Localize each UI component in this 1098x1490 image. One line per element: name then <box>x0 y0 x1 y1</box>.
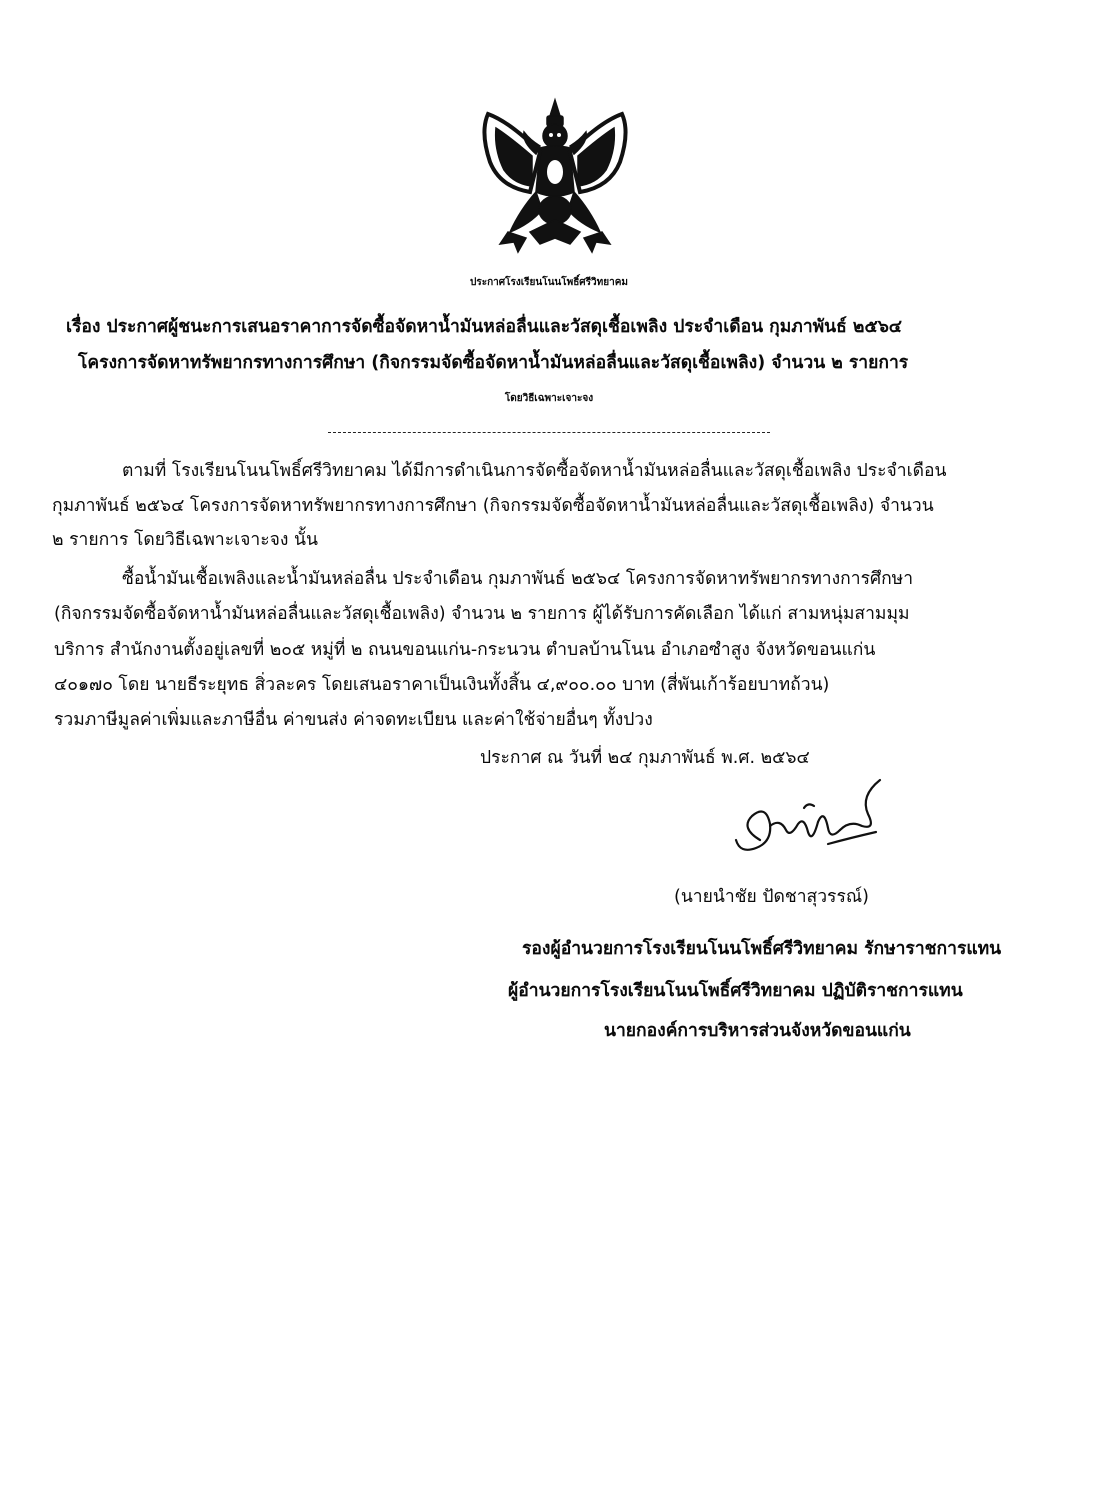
divider-line <box>328 432 770 433</box>
body-text-line: ซื้อน้ำมันเชื้อเพลิงและน้ำมันหล่อลื่น ประจำเดือน กุมภาพันธ์ ๒๕๖๔ โครงการจัดหาทรัพยากรทางการศึกษา <box>122 569 914 589</box>
body-text-line: ๒ รายการ โดยวิธีเฉพาะเจาะจง นั้น <box>52 530 318 550</box>
subject-line: เรื่อง ประกาศผู้ชนะการเสนอราคาการจัดซื้อจัดหาน้ำมันหล่อลื่นและวัสดุเชื้อเพลิง ประจำเดือน กุมภาพันธ์ ๒๕๖๔ <box>66 317 903 337</box>
body-text-line: ๔๐๑๗๐ โดย นายธีระยุทธ สิ่วละคร โดยเสนอราคาเป็นเงินทั้งสิ้น ๔,๙๐๐.๐๐ บาท (สี่พันเก้าร้อยบาทถ้วน) <box>54 675 830 695</box>
announcement-title: ประกาศโรงเรียนโนนโพธิ์ศรีวิทยาคม <box>469 277 628 288</box>
body-text-line: กุมภาพันธ์ ๒๕๖๔ โครงการจัดหาทรัพยากรทางการศึกษา (กิจกรรมจัดซื้อจัดหาน้ำมันหล่อลื่นและวัสดุเชื้อเพลิง) จำนวน <box>52 496 934 516</box>
body-text-line: รวมภาษีมูลค่าเพิ่มและภาษีอื่น ค่าขนส่ง ค่าจดทะเบียน และค่าใช้จ่ายอื่นๆ ทั้งปวง <box>54 710 653 730</box>
handwritten-signature <box>700 768 900 888</box>
signatory-position: นายกองค์การบริหารส่วนจังหวัดขอนแก่น <box>604 1021 911 1041</box>
garuda-emblem <box>470 92 640 262</box>
body-text-line: (กิจกรรมจัดซื้อจัดหาน้ำมันหล่อลื่นและวัสดุเชื้อเพลิง) จำนวน ๒ รายการ ผู้ได้รับการคัดเลือก ได้แก่ สามหนุ่มสามมุม <box>54 604 910 624</box>
signatory-position: ผู้อำนวยการโรงเรียนโนนโพธิ์ศรีวิทยาคม ปฏิบัติราชการแทน <box>508 981 963 1001</box>
subject-line: โครงการจัดหาทรัพยากรทางการศึกษา (กิจกรรมจัดซื้อจัดหาน้ำมันหล่อลื่นและวัสดุเชื้อเพลิง) จำนวน ๒ รายการ <box>78 353 909 373</box>
signatory-position: รองผู้อำนวยการโรงเรียนโนนโพธิ์ศรีวิทยาคม รักษาราชการแทน <box>522 939 1002 959</box>
body-text-line: บริการ สำนักงานตั้งอยู่เลขที่ ๒๐๕ หมู่ที่ ๒ ถนนขอนแก่น-กระนวน ตำบลบ้านโนน อำเภอซำสูง จังหวัดขอนแก่น <box>54 640 876 660</box>
signatory-name: (นายนำชัย ปัดชาสุวรรณ์) <box>674 887 869 907</box>
subject-line: โดยวิธีเฉพาะเจาะจง <box>504 393 594 404</box>
body-text-line: ตามที่ โรงเรียนโนนโพธิ์ศรีวิทยาคม ได้มีการดำเนินการจัดซื้อจัดหาน้ำมันหล่อลื่นและวัสดุเชื้อเพลิง ประจำเดือน <box>122 461 947 481</box>
announce-date: ประกาศ ณ วันที่ ๒๔ กุมภาพันธ์ พ.ศ. ๒๕๖๔ <box>480 748 810 768</box>
